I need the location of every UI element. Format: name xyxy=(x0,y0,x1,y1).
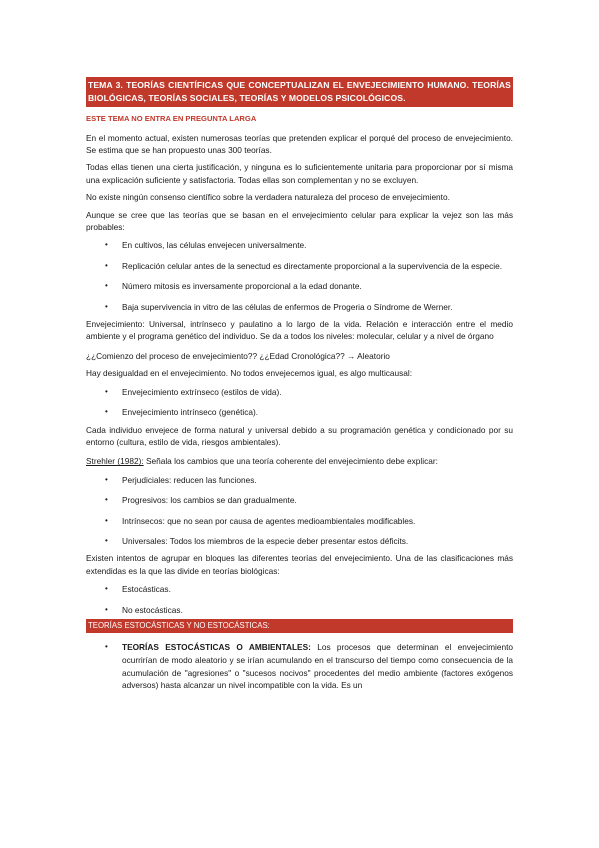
bullet-icon: • xyxy=(105,281,108,291)
list-item: • Envejecimiento intrínseco (genética). xyxy=(105,407,259,418)
list-item: • Envejecimiento extrínseco (estilos de vida). xyxy=(105,386,282,397)
bullet-icon: • xyxy=(105,641,108,651)
bullet-icon: • xyxy=(105,474,108,484)
estocasticas-list xyxy=(86,641,513,692)
bullet-icon: • xyxy=(105,604,108,614)
list-item: • Estocásticas. xyxy=(105,584,171,595)
strehler-list xyxy=(86,474,513,548)
bullet-icon: • xyxy=(105,535,108,545)
desigualdad-paragraph: Hay desigualdad en el envejecimiento. No todos envejecemos igual, es algo multicausal: xyxy=(86,368,413,379)
clasificacion-paragraph: Existen intentos de agrupar en bloques las diferentes teorías del envejecimiento. Una de las clasificaciones más extendidas es la que las divide en teorías biológicas: xyxy=(86,553,513,576)
section-heading: TEORÍAS ESTOCÁSTICAS Y NO ESTOCÁSTICAS: xyxy=(86,619,513,633)
bullet-icon: • xyxy=(105,240,108,250)
causes-list xyxy=(86,386,513,419)
bullet-icon: • xyxy=(105,495,108,505)
intro-paragraph-4: Aunque se cree que las teorías que se basan en el envejecimiento celular para explicar la vejez son las más probables: xyxy=(86,209,513,233)
list-item: • Progresivos: los cambios se dan gradualmente. xyxy=(105,495,297,506)
list-item: • En cultivos, las células envejecen universalmente. xyxy=(105,240,307,251)
list-item: • Perjudiciales: reducen las funciones. xyxy=(105,474,257,485)
estocasticas-text: Los procesos que determinan el envejecimiento ocurrirían de modo aleatorio y se irían acumulando en el transcurso del tiempo como consecuencia de la acumulación de "agresiones" o "sucesos nocivos" procedentes del medio ambiente (factores exógenos adversos) hasta alcanzar un nivel incompatible con la vida. Es un xyxy=(122,641,514,691)
list-item: • Baja supervivencia in vitro de las células de enfermos de Progeria o Síndrome de Werner. xyxy=(105,301,453,312)
bullet-icon: • xyxy=(105,260,108,270)
bullet-icon: • xyxy=(105,386,108,396)
document-title: TEMA 3. TEORÍAS CIENTÍFICAS QUE CONCEPTUALIZAN EL ENVEJECIMIENTO HUMANO. TEORÍAS BIOLÓGICAS, TEORÍAS SOCIALES, TEORÍAS Y MODELOS PSICOLÓGICOS. xyxy=(86,77,513,107)
cellular-evidence-list xyxy=(86,239,513,313)
cada-individuo-paragraph: Cada individuo envejece de forma natural y universal debido a su programación genética y condicionado por su entorno (cultura, estilo de vida, riesgos ambientales). xyxy=(86,424,513,447)
bullet-icon: • xyxy=(105,301,108,311)
list-item: • Replicación celular antes de la senectud es directamente proporcional a la supervivencia de la especie. xyxy=(105,260,503,271)
intro-paragraph-3: No existe ningún consenso científico sobre la verdadera naturaleza del proceso de envejecimiento. xyxy=(86,192,450,203)
question-line: ¿¿Comienzo del proceso de envejecimiento?? ¿¿Edad Cronológica?? → Aleatorio xyxy=(86,350,390,361)
intro-paragraph-2: Todas ellas tienen una cierta justificación, y ninguna es lo suficientemente unitaria para proporcionar por sí misma una explicación suficiente y satisfactoria. Todas ellas son complementan y no se excluyen. xyxy=(86,162,513,185)
strehler-paragraph xyxy=(86,455,513,467)
tipos-list xyxy=(86,583,513,616)
list-item: • Número mitosis es inversamente proporcional a la edad donante. xyxy=(105,281,362,292)
list-item: • Intrínsecos: que no sean por causa de agentes medioambientales modificables. xyxy=(105,515,416,526)
list-item xyxy=(86,641,513,692)
list-item: • Universales: Todos los miembros de la especie deber presentar estos déficits. xyxy=(105,535,409,546)
bullet-icon: • xyxy=(105,584,108,594)
intro-paragraph-1: En el momento actual, existen numerosas teorías que pretenden explicar el porqué del proceso de envejecimiento. Se estima que se han propuesto unas 300 teorías. xyxy=(86,132,513,155)
exam-note: ESTE TEMA NO ENTRA EN PREGUNTA LARGA xyxy=(86,114,257,124)
bullet-icon: • xyxy=(105,515,108,525)
list-item: • No estocásticas. xyxy=(105,604,183,615)
strehler-text: Señala los cambios que una teoría coherente del envejecimiento debe explicar: xyxy=(143,456,438,467)
envejecimiento-definition: Envejecimiento: Universal, intrínseco y paulatino a lo largo de la vida. Relación e interacción entre el medio ambiente y el programa genético del individuo. Se da a todos los niveles: molecular, celular y a nivel de órgano xyxy=(86,319,513,342)
estocasticas-label: TEORÍAS ESTOCÁSTICAS O AMBIENTALES: xyxy=(122,641,311,652)
bullet-icon: • xyxy=(105,407,108,417)
strehler-author: Strehler (1982): xyxy=(86,456,144,467)
